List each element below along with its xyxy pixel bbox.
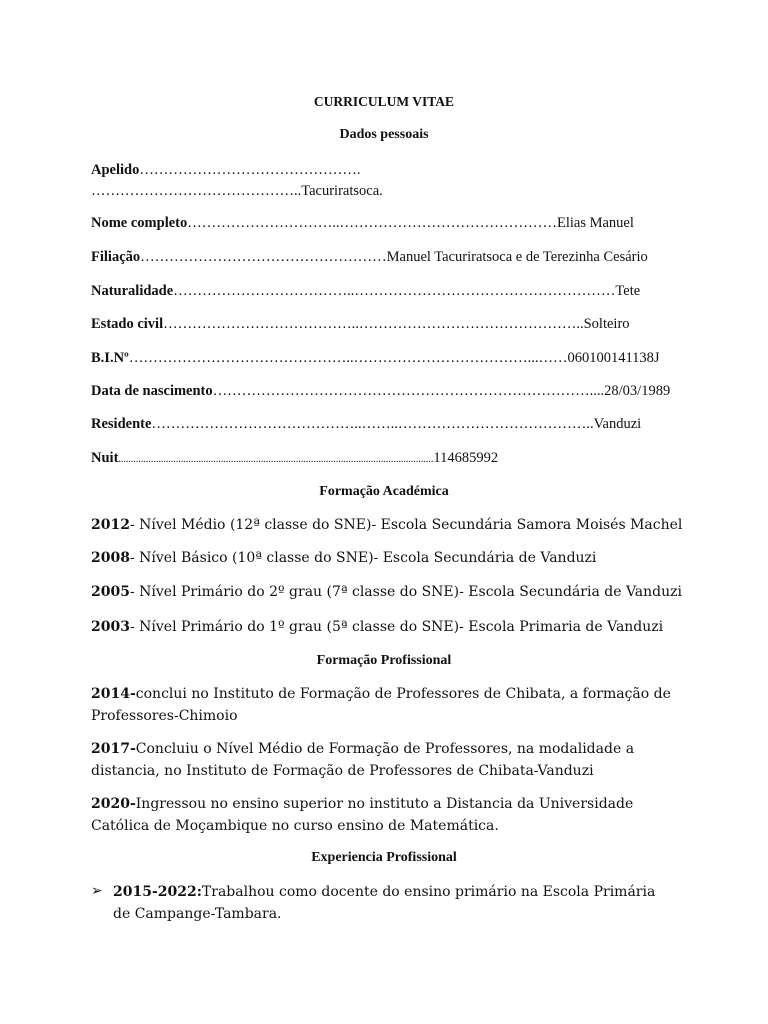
- field-dots: ………………………………..………………………………………………: [173, 283, 616, 299]
- item-year: 2003: [91, 619, 130, 635]
- item-text: - Nível Primário do 1º grau (5ª classe do SNE)- Escola Primaria de Vanduzi: [129, 619, 664, 635]
- field-value: 060100141138J: [567, 350, 660, 366]
- training-item: [91, 683, 691, 727]
- academic-item: [91, 517, 682, 533]
- academic-item: [91, 550, 596, 566]
- field-label: Estado civil: [91, 316, 164, 332]
- item-text: - Nível Primário do 2º grau (7ª classe do SNE)- Escola Secundária de Vanduzi: [129, 584, 682, 600]
- field-naturalidade: [91, 283, 640, 300]
- item-period: 2015-2022:: [113, 884, 202, 900]
- field-filiacao: [91, 249, 648, 266]
- field-apelido: [91, 162, 360, 179]
- training-item: [91, 793, 691, 837]
- field-dots: ………………………………………..………………………………...……: [128, 350, 568, 366]
- field-value: .Solteiro: [579, 316, 630, 332]
- field-label: Naturalidade: [91, 283, 174, 299]
- field-value: Manuel Tacuriratsoca e de Terezinha Cesário: [386, 249, 648, 265]
- item-text: conclui no Instituto de Formação de Professores de Chibata, a formação de Professores-Chimoio: [91, 686, 671, 724]
- experience-item: [113, 881, 673, 925]
- field-dots: …………………………..………………………………………: [187, 215, 557, 231]
- item-text: Ingressou no ensino superior no instituto a Distancia da Universidade Católica de Moçambique no curso ensino de Matemática.: [91, 796, 634, 834]
- experience-heading: Experiencia Profissional: [311, 850, 457, 865]
- arrow-bullet-icon: ➢: [91, 883, 103, 899]
- field-label: Residente: [91, 416, 152, 432]
- field-apelido-value: [91, 183, 383, 200]
- field-label: Nome completo: [91, 215, 188, 231]
- field-dots: ……………………………………..……..…………………………………..: [151, 416, 594, 432]
- field-value: Tete: [615, 283, 641, 299]
- field-label: Filiação: [91, 249, 141, 265]
- item-text: Trabalhou como docente do ensino primário na Escola Primária de Campange-Tambara.: [113, 884, 656, 922]
- item-year: 2012: [91, 517, 130, 533]
- item-text: - Nível Básico (10ª classe do SNE)- Escola Secundária de Vanduzi: [129, 550, 597, 566]
- item-year: 2008: [91, 550, 130, 566]
- field-value: 114685992: [433, 450, 499, 466]
- field-label: Apelido: [91, 162, 140, 178]
- personal-heading: Dados pessoais: [339, 127, 429, 142]
- field-nuit: [91, 450, 498, 467]
- field-bi: [91, 350, 660, 367]
- field-nome-completo: [91, 215, 634, 232]
- academic-item: [91, 619, 663, 635]
- field-estado-civil: [91, 316, 630, 333]
- field-data-nascimento: [91, 383, 670, 400]
- training-item: [91, 738, 691, 782]
- field-label: B.I.Nº: [91, 350, 129, 366]
- field-value: Elias Manuel: [556, 215, 634, 231]
- academic-item: [91, 584, 682, 600]
- item-year: 2020-: [91, 796, 136, 812]
- document-title: CURRICULUM VITAE: [313, 94, 455, 109]
- field-value: 28/03/1989: [604, 383, 671, 399]
- field-value: Tacuriratsoca.: [301, 183, 383, 199]
- training-heading: Formação Profissional: [316, 653, 452, 668]
- item-text: - Nível Médio (12ª classe do SNE)- Escola Secundária Samora Moisés Machel: [129, 517, 683, 533]
- field-dots: ……………………………………….: [139, 162, 361, 178]
- academic-heading: Formação Académica: [319, 484, 449, 499]
- field-dots: …………………………………..……………………………………….: [163, 316, 580, 332]
- field-value: Vanduzi: [593, 416, 642, 432]
- field-label: Data de nascimento: [91, 383, 213, 399]
- field-residente: [91, 416, 641, 433]
- field-dots: ……………………………………………: [140, 249, 387, 265]
- field-dots: ..............................................................................................................................: [118, 454, 434, 465]
- item-text: Concluiu o Nível Médio de Formação de Professores, na modalidade a distancia, no Instituto de Formação de Professores de Chibata-Vanduzi: [91, 741, 635, 779]
- field-dots: ……………………………………………………………………....: [212, 383, 605, 399]
- item-year: 2014-: [91, 686, 136, 702]
- field-label: Nuit: [91, 450, 119, 466]
- field-dots: ……………………………………..: [91, 183, 302, 199]
- item-year: 2005: [91, 584, 130, 600]
- item-year: 2017-: [91, 741, 136, 757]
